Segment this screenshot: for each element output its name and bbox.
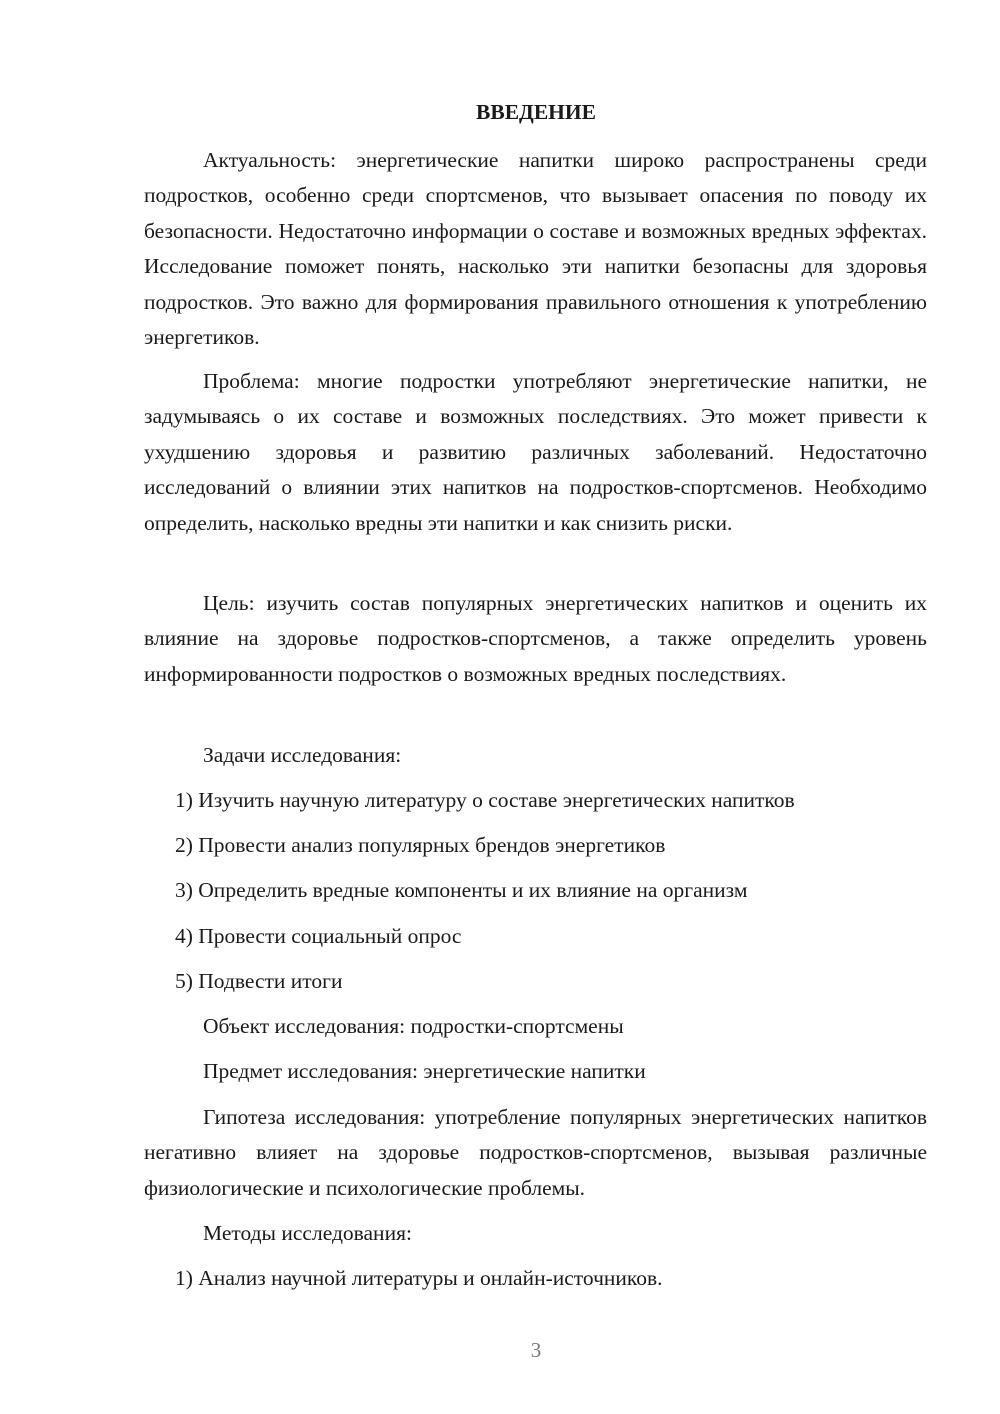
task-item: 5) Подвести итоги [175, 969, 343, 993]
task-item: 3) Определить вредные компоненты и их влияние на организм [175, 878, 748, 902]
research-subject: Предмет исследования: энергетические напитки [203, 1059, 646, 1083]
paragraph-relevance: Актуальность: энергетические напитки широко распространены среди подростков, особенно среди спортсменов, что вызывает опасения по поводу их безопасности. Недостаточно информации о составе и возможных вредных эффектах. Исследование поможет понять, насколько эти напитки безопасны для здоровья подростков. Это важно для формирования правильного отношения к употреблению энергетиков. [144, 148, 927, 350]
research-object: Объект исследования: подростки-спортсмены [203, 1014, 624, 1038]
page-title: ВВЕДЕНИЕ [476, 100, 596, 124]
task-item: 1) Изучить научную литературу о составе энергетических напитков [175, 788, 795, 812]
page-number: 3 [530, 1338, 542, 1362]
paragraph-hypothesis: Гипотеза исследования: употребление популярных энергетических напитков негативно влияет на здоровье подростков-спортсменов, вызывая различные физиологические и психологические проблемы. [144, 1105, 927, 1200]
method-item: 1) Анализ научной литературы и онлайн-источников. [175, 1266, 663, 1290]
paragraph-goal: Цель: изучить состав популярных энергетических напитков и оценить их влияние на здоровье подростков-спортсменов, а также определить уровень информированности подростков о возможных вредных последствиях. [144, 591, 927, 686]
paragraph-problem: Проблема: многие подростки употребляют энергетические напитки, не задумываясь о их составе и возможных последствиях. Это может привести к ухудшению здоровья и развитию различных заболеваний. Недостаточно исследований о влиянии этих напитков на подростков-спортсменов. Необходимо определить, насколько вредны эти напитки и как снизить риски. [144, 369, 927, 535]
methods-heading: Методы исследования: [203, 1221, 412, 1245]
task-item: 2) Провести анализ популярных брендов энергетиков [175, 833, 666, 857]
tasks-heading: Задачи исследования: [203, 743, 402, 767]
task-item: 4) Провести социальный опрос [175, 924, 462, 948]
